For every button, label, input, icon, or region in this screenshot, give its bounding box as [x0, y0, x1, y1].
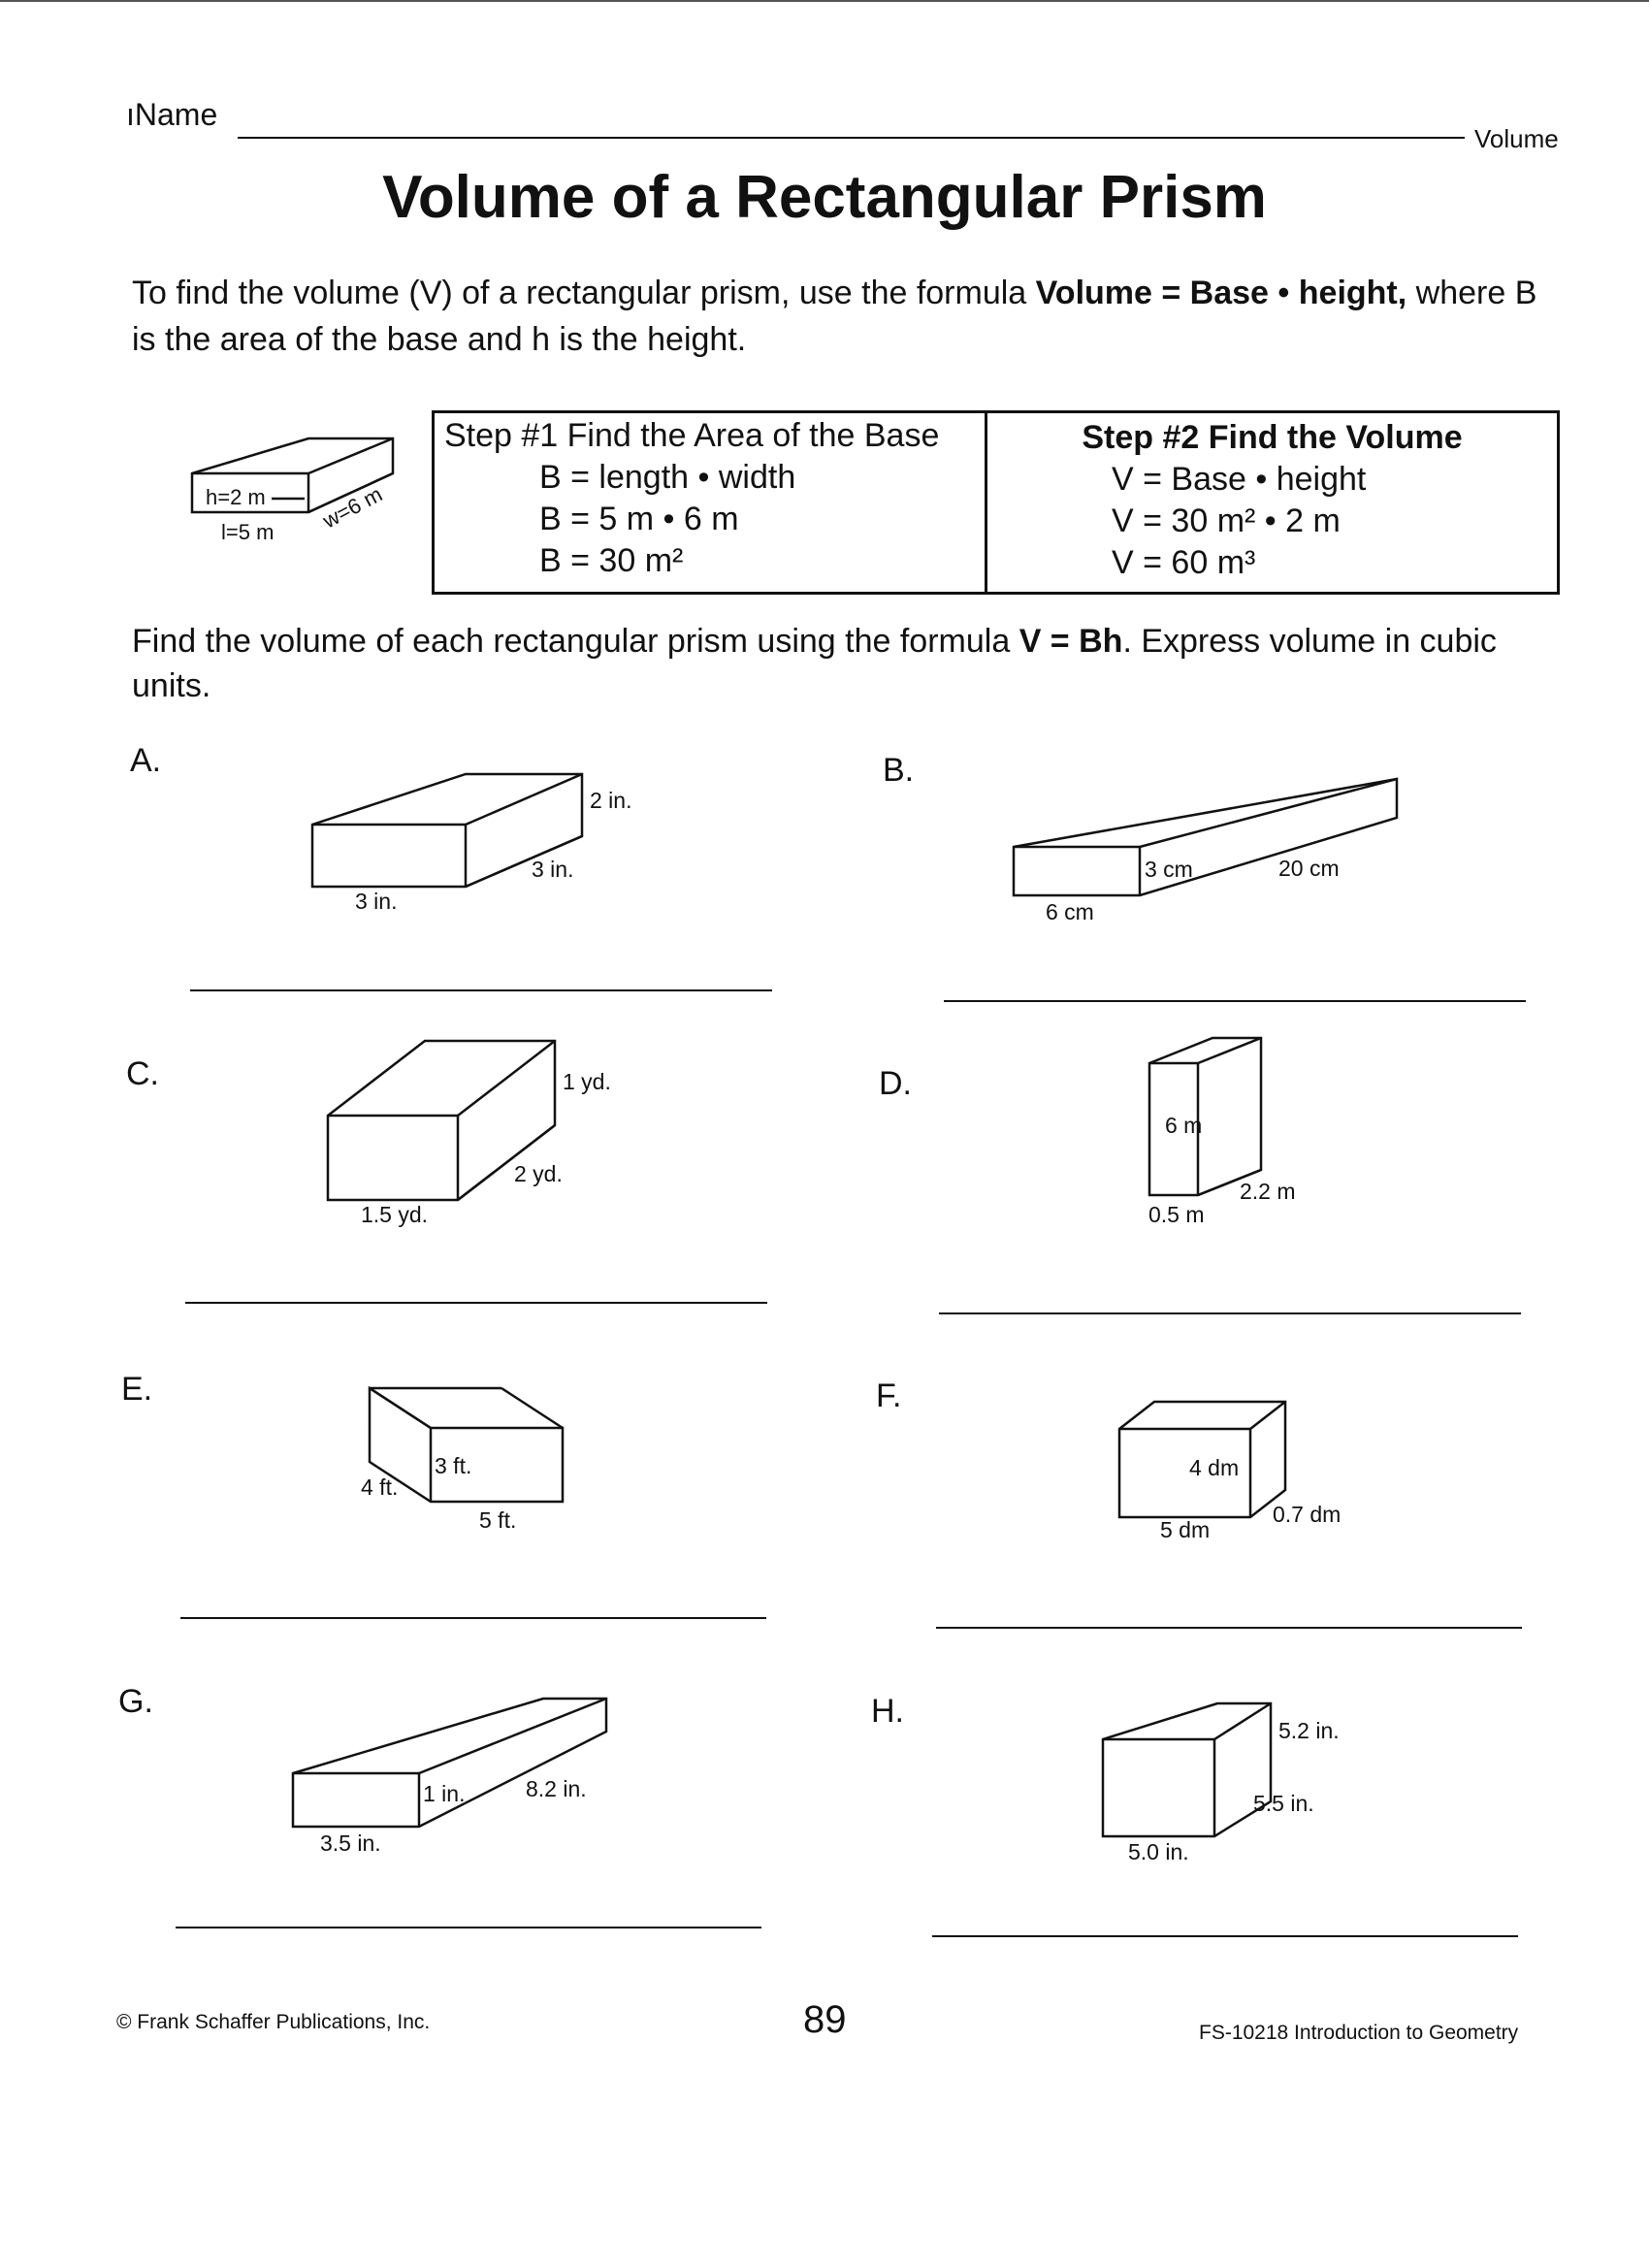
example-width-label: w=6 m [318, 481, 387, 534]
problem-h-prism [1103, 1703, 1340, 1864]
instructions-text-2: . Express volume in cubic units. [132, 623, 1497, 704]
problem-h-height-label: 5.2 in. [1278, 1718, 1340, 1743]
problem-f-prism [1119, 1402, 1341, 1542]
intro-formula: Volume = Base • height, [1035, 275, 1407, 311]
problem-a-prism [312, 774, 631, 914]
problem-e-prism [361, 1388, 563, 1533]
problem-a-width-label: 3 in. [355, 889, 398, 914]
problem-g-width-label: 3.5 in. [320, 1831, 381, 1856]
problem-f-letter: F. [876, 1377, 902, 1414]
instructions-text: Find the volume of each rectangular prism using the formula [132, 623, 1019, 660]
footer-copyright: © Frank Schaffer Publications, Inc. [116, 2011, 431, 2033]
problem-d-depth-label: 2.2 m [1240, 1179, 1296, 1204]
footer-product-code: FS-10218 Introduction to Geometry [1199, 2022, 1519, 2044]
example-height-label: h=2 m [206, 485, 266, 509]
problem-b-prism [1014, 779, 1397, 924]
problem-e-width-label: 5 ft. [479, 1507, 517, 1533]
intro-text-2: where B is the area of the base and h is the height. [132, 275, 1537, 358]
name-label: ıName [126, 97, 218, 132]
problem-e-letter: E. [121, 1371, 153, 1408]
problem-d-prism [1148, 1038, 1296, 1227]
problem-f-width-label: 5 dm [1160, 1517, 1211, 1542]
step1-heading: Step #1 Find the Area of the Base [444, 417, 940, 454]
problem-g-letter: G. [118, 1683, 153, 1720]
problem-b-width-label: 6 cm [1046, 899, 1094, 924]
problem-c-height-label: 1 yd. [563, 1069, 611, 1094]
topic-label: Volume [1474, 124, 1559, 153]
page-number: 89 [803, 1998, 847, 2041]
problem-d-width-label: 0.5 m [1148, 1202, 1205, 1227]
problem-g-prism [293, 1699, 606, 1856]
intro-text: To find the volume (V) of a rectangular prism, use the formula [132, 275, 1036, 311]
step1-line: B = 5 m • 6 m [539, 501, 739, 537]
step1-line: B = 30 m² [539, 542, 684, 579]
problem-f-height-label: 4 dm [1189, 1455, 1240, 1480]
problem-d-letter: D. [879, 1065, 912, 1102]
problem-a-letter: A. [130, 742, 162, 779]
problem-d-height-label: 6 m [1165, 1113, 1203, 1138]
problem-h-depth-label: 5.5 in. [1253, 1791, 1314, 1816]
step1-line: B = length • width [539, 459, 796, 496]
problem-b-height-label: 3 cm [1145, 857, 1193, 882]
problem-e-height-label: 3 ft. [435, 1453, 472, 1478]
problem-c-prism [328, 1041, 611, 1227]
problem-e-depth-label: 4 ft. [361, 1474, 399, 1500]
instructions-formula: V = Bh [1018, 623, 1123, 660]
step2-heading: Step #2 Find the Volume [1082, 419, 1463, 456]
step2-line: V = 60 m³ [1112, 544, 1256, 581]
problem-h-letter: H. [871, 1693, 904, 1730]
step2-line: V = Base • height [1112, 461, 1367, 498]
problem-b-depth-label: 20 cm [1278, 856, 1340, 881]
problem-c-depth-label: 2 yd. [514, 1161, 563, 1186]
problem-f-depth-label: 0.7 dm [1273, 1502, 1342, 1527]
step2-line: V = 30 m² • 2 m [1112, 502, 1341, 539]
problem-b-letter: B. [883, 752, 915, 789]
problem-a-height-label: 2 in. [590, 788, 632, 813]
problem-c-width-label: 1.5 yd. [361, 1202, 429, 1227]
problem-c-letter: C. [126, 1055, 159, 1092]
problem-a-depth-label: 3 in. [532, 857, 574, 882]
page-title: Volume of a Rectangular Prism [382, 164, 1267, 231]
problem-g-height-label: 1 in. [423, 1781, 466, 1806]
problem-g-depth-label: 8.2 in. [526, 1776, 587, 1801]
example-length-label: l=5 m [221, 520, 275, 544]
problem-h-width-label: 5.0 in. [1128, 1839, 1189, 1864]
